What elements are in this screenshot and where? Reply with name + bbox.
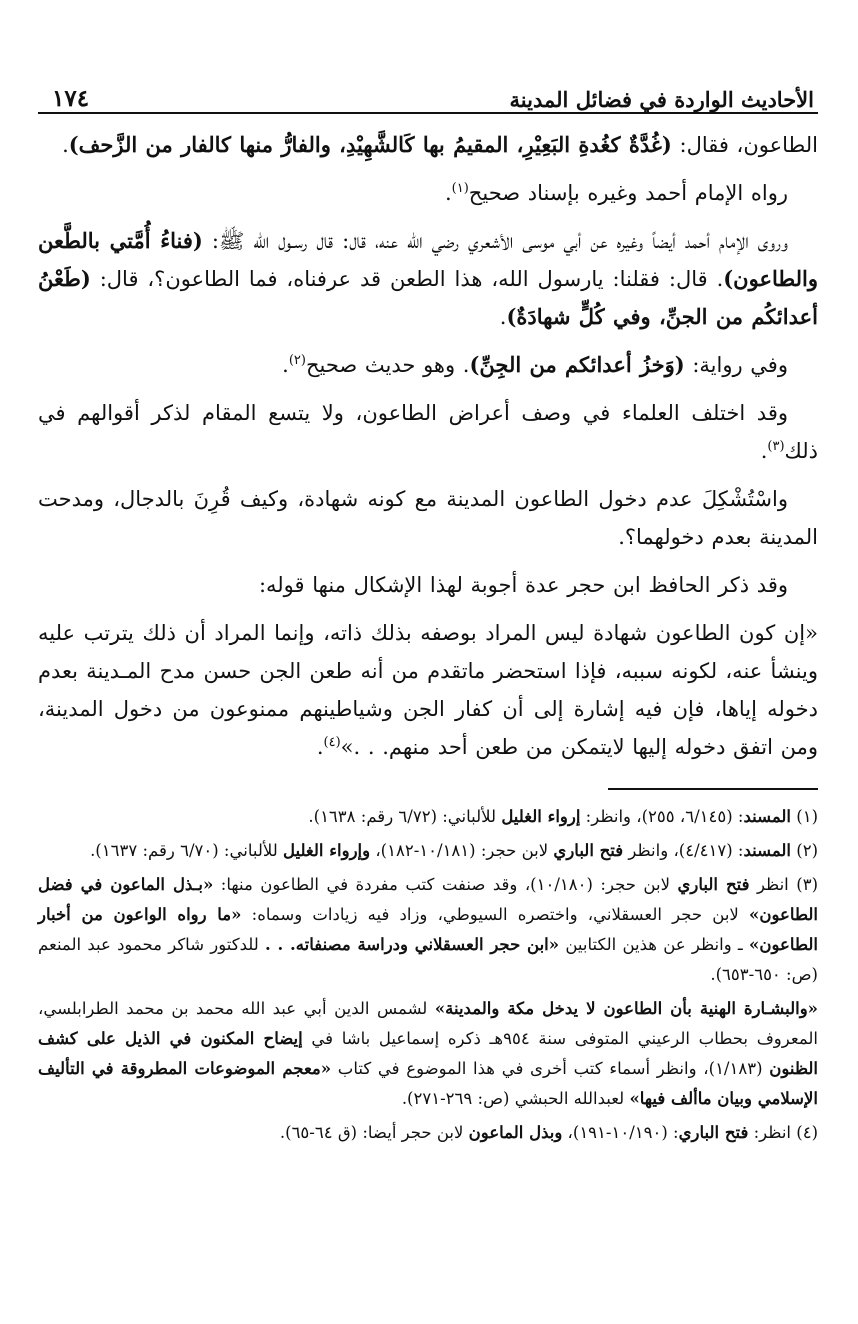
- text-run: (١/١٨٣)، وانظر أسماء كتب أخرى في هذا الموضوع في كتاب: [331, 1059, 770, 1078]
- text-run: «إن كون الطاعون شهادة ليس المراد بوصفه بذلك ذاته، وإنما المراد أن ذلك يترتب عليه وينشأ عنه، لكونه سببه، فإذا استحضر ماتقدم من أنه طعن الجن حسن مدح المـدينة بعدم دخوله إياها، فإن فيه إشارة إلى أن كفار الجن وشياطينهم ممنوعون من دخول المدينة، ومن اتفق دخوله إليها لايتمكن من طعن أحد منهم. . .»: [38, 621, 818, 759]
- header-title: الأحاديث الواردة في فضائل المدينة: [509, 87, 814, 112]
- book-title: «بـذل الماعون في فضل الطاعون»: [38, 875, 818, 924]
- footnote-3: [38, 870, 818, 990]
- text-run: لابن حجر: (١٠/١٨٠)، وقد صنفت كتب مفردة في الطاعون منها:: [213, 875, 678, 894]
- paragraph-2: [38, 174, 818, 212]
- footnote-3-continued: [38, 994, 818, 1114]
- text-run: ـ وانظر عن هذين الكتابين: [559, 935, 750, 954]
- footnote-separator: [608, 788, 818, 790]
- paragraph-7: [38, 566, 818, 604]
- book-title: وبذل الماعون: [468, 1123, 563, 1142]
- paragraph-4: [38, 346, 818, 384]
- text-run: .: [62, 133, 69, 157]
- text-run: : (٦/١٤٥، ٢٥٥)، وانظر:: [580, 807, 744, 826]
- book-title: فتح الباري: [553, 841, 624, 860]
- text-run: واسْتُشْكِلَ عدم دخول الطاعون المدينة مع كونه شهادة، وكيف قُرِنَ بالدجال، ومدحت المدينة بعدم دخولهما؟.: [38, 487, 818, 549]
- text-run: لابن حجر العسقلاني، واختصره السيوطي، وزاد فيه زيادات وسماه:: [241, 905, 750, 924]
- text-run: الطاعون، فقال:: [671, 133, 818, 157]
- text-run: لعبدالله الحبشي (ص: ٢٦٩-٢٧١).: [401, 1089, 630, 1108]
- book-title: وإرواء الغليل: [283, 841, 371, 860]
- hadith-quote: (فناءُ أُمَّتي بالطَّعن والطاعون): [38, 228, 818, 291]
- paragraph-3: [38, 222, 818, 336]
- text-run: وروى الإمام أحمد أيضاً وغيره عن أبي موسى الأشعري رضي الله عنه، قال: قال رسـول الله ﷺ:: [202, 229, 788, 253]
- hadith-quote: (غُدَّةٌ كغُدةِ البَعِيْرِ، المقيمُ بها كَالشَّهِيْدِ، والفارُّ منها كالفار من الزَّحف): [68, 132, 672, 157]
- footnote-ref-2[interactable]: (٢): [288, 353, 306, 368]
- book-title: فتح الباري: [677, 875, 750, 894]
- book-page: [38, 70, 818, 1152]
- book-title: «ابن حجر العسقلاني ودراسة مصنفاته. . .: [265, 935, 560, 954]
- text-run: .: [760, 439, 768, 463]
- paragraph-1: [38, 126, 818, 164]
- paragraph-5: [38, 394, 818, 470]
- text-run: لابن حجر أيضا: (ق ٦٤-٦٥).: [279, 1123, 469, 1142]
- text-run: وقد ذكر الحافظ ابن حجر عدة أجوبة لهذا الإشكال منها قوله:: [258, 573, 788, 597]
- text-run: .: [316, 735, 324, 759]
- text-run: .: [282, 353, 289, 377]
- text-run: .: [444, 181, 452, 205]
- text-run: لشمس الدين أبي عبد الله محمد بن محمد الطرابلسي، المعروف بحطاب الرعيني المتوفى سنة ٩٥٤هـ ذكره إسماعيل باشا في: [38, 999, 818, 1048]
- paragraph-6: [38, 480, 818, 556]
- text-run: للدكتور شاكر محمود عبد المنعم (ص: ٦٥٠-٦٥٣).: [38, 935, 818, 984]
- footnote-1: [38, 802, 818, 832]
- main-text: [38, 126, 818, 766]
- text-run: (٤) انظر:: [748, 1123, 818, 1142]
- book-title: فتح الباري: [678, 1123, 749, 1142]
- book-title: «معجم الموضوعات المطروقة في التأليف الإسلامي وبيان ماألف فيها»: [38, 1059, 818, 1108]
- footnote-ref-1[interactable]: (١): [451, 181, 469, 196]
- text-run: وفي رواية:: [684, 353, 788, 377]
- text-run: (٣) انظر: [749, 875, 818, 894]
- book-title: «ما رواه الواعون من أخبار الطاعون»: [38, 905, 819, 954]
- hadith-quote: (طَعْنُ أعدائكُم من الجنِّ، وفي كُلٍّ شهادَةٌ): [38, 266, 818, 329]
- book-title: «والبشـارة الهنية بأن الطاعون لا يدخل مكة والمدينة»: [434, 999, 818, 1018]
- book-title: إرواء الغليل: [501, 807, 581, 826]
- text-run: وقد اختلف العلماء في وصف أعراض الطاعون، ولا يتسع المقام لذكر أقوالهم في ذلك: [38, 401, 818, 463]
- hadith-quote: (وَخزُ أعدائكم من الجِنِّ): [469, 352, 685, 377]
- footnote-4: [38, 1118, 818, 1148]
- page-number: ١٧٤: [52, 85, 90, 112]
- text-run: لابن حجر: (١٠/١٨١-١٨٢)،: [370, 841, 554, 860]
- text-run: : (١٠/١٩٠-١٩١)،: [562, 1123, 679, 1142]
- book-title: المسند: [743, 807, 791, 826]
- text-run: : (٤/٤١٧)، وانظر: [623, 841, 744, 860]
- footnote-2: [38, 836, 818, 866]
- text-run: . قال: فقلنا: يارسول الله، هذا الطعن قد عرفناه، فما الطاعون؟، قال:: [90, 267, 724, 291]
- running-header: [38, 70, 818, 114]
- text-run: رواه الإمام أحمد وغيره بإسناد صحيح: [468, 181, 788, 205]
- footnotes: [38, 802, 818, 1148]
- text-run: للألباني: (٦/٧٠ رقم: ١٦٣٧).: [90, 841, 283, 860]
- text-run: (٢): [791, 841, 818, 860]
- text-run: (١): [791, 807, 818, 826]
- text-run: .: [499, 305, 507, 329]
- paragraph-8-quote: [38, 614, 818, 766]
- book-title: المسند: [743, 841, 791, 860]
- text-run: . وهو حديث صحيح: [305, 353, 470, 377]
- footnote-ref-3[interactable]: (٣): [767, 439, 785, 454]
- text-run: للألباني: (٦/٧٢ رقم: ١٦٣٨).: [308, 807, 502, 826]
- book-title: إيضاح المكنون في الذيل على كشف الظنون: [38, 1029, 819, 1078]
- footnote-ref-4[interactable]: (٤): [323, 735, 341, 750]
